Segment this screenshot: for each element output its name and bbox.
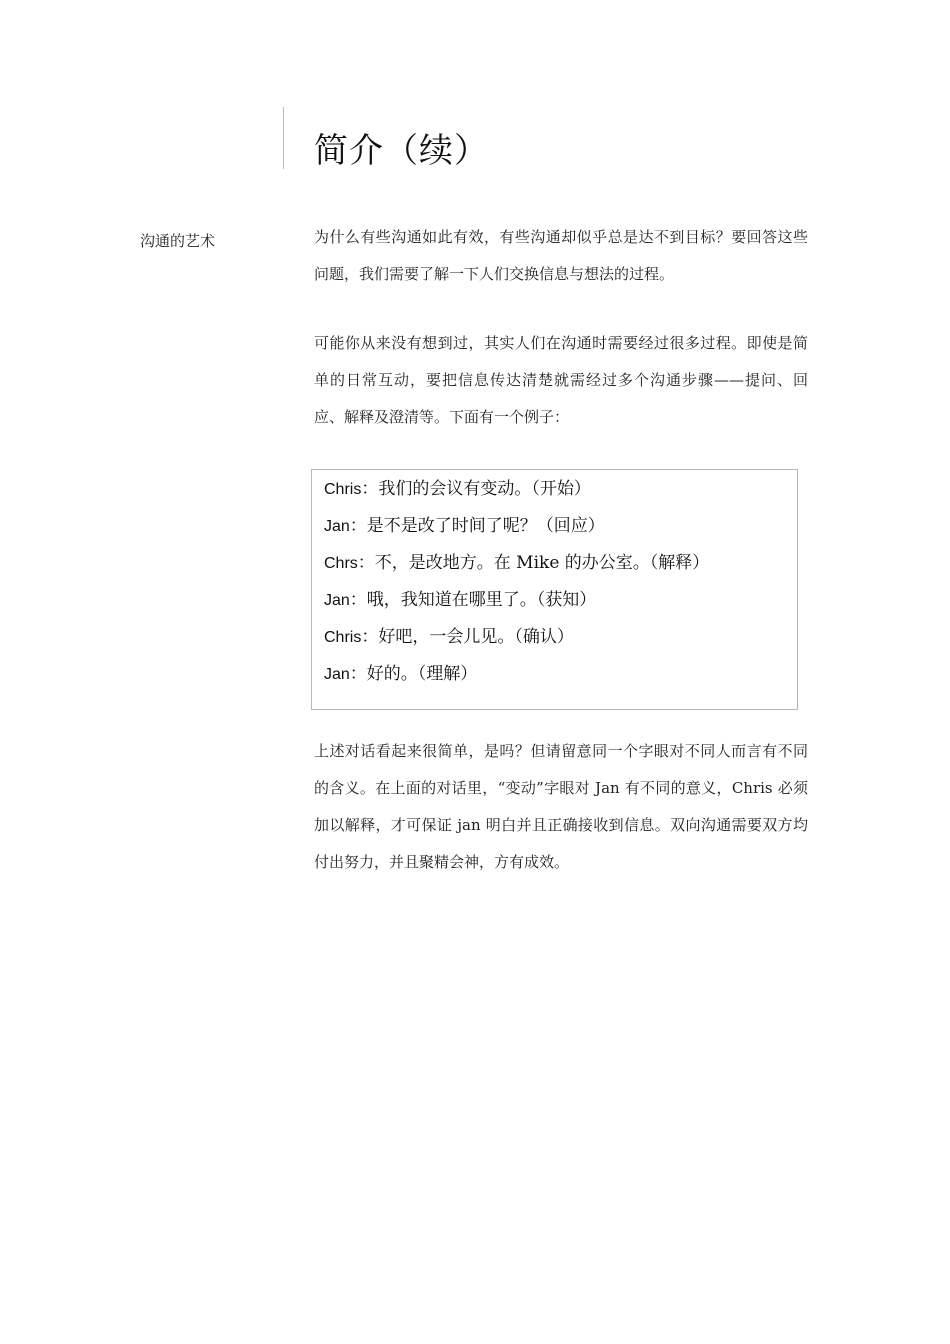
intro-paragraph: 为什么有些沟通如此有效，有些沟通却似乎总是达不到目标？要回答这些问题，我们需要了解一下人们交换信息与想法的过程。 xyxy=(314,228,808,283)
dialogue-text: ：好吧，一会儿见。（确认） xyxy=(361,627,574,647)
dialogue-text: ：不，是改地方。在 Mike 的办公室。（解释） xyxy=(357,553,710,573)
dialogue-example-box xyxy=(311,469,798,710)
dialogue-text: ：我们的会议有变动。（开始） xyxy=(361,479,591,499)
dialogue-line xyxy=(324,508,709,545)
dialogue-list xyxy=(324,471,709,693)
page-title: 简介（续） xyxy=(314,131,489,171)
dialogue-speaker: Jan xyxy=(324,666,350,683)
conclusion-paragraph: 上述对话看起来很简单，是吗？但请留意同一个字眼对不同人而言有不同的含义。在上面的对话里，“变动”字眼对 Jan 有不同的意义，Chris 必须加以解释，才可保证 jan 明白并且正确接收到信息。双向沟通需要双方均付出努力，并且聚精会神，方有成效。 xyxy=(314,742,808,871)
dialogue-speaker: Chris xyxy=(324,629,362,646)
title-divider xyxy=(283,107,284,169)
dialogue-speaker: Jan xyxy=(324,592,350,609)
dialogue-line xyxy=(324,471,709,508)
dialogue-line xyxy=(324,656,709,693)
dialogue-text: ：是不是改了时间了呢？（回应） xyxy=(349,516,605,536)
section-label: 沟通的艺术 xyxy=(140,232,216,250)
dialogue-speaker: Chrs xyxy=(324,555,358,572)
dialogue-line xyxy=(324,619,709,656)
dialogue-text: ：好的。（理解） xyxy=(349,664,478,684)
dialogue-text: ：哦，我知道在哪里了。（获知） xyxy=(349,590,597,610)
process-paragraph: 可能你从来没有想到过，其实人们在沟通时需要经过很多过程。即使是简单的日常互动，要把信息传达清楚就需经过多个沟通步骤——提问、回应、解释及澄清等。下面有一个例子： xyxy=(314,334,808,426)
dialogue-speaker: Chris xyxy=(324,481,362,498)
dialogue-line xyxy=(324,545,709,582)
dialogue-line xyxy=(324,582,709,619)
dialogue-speaker: Jan xyxy=(324,518,350,535)
